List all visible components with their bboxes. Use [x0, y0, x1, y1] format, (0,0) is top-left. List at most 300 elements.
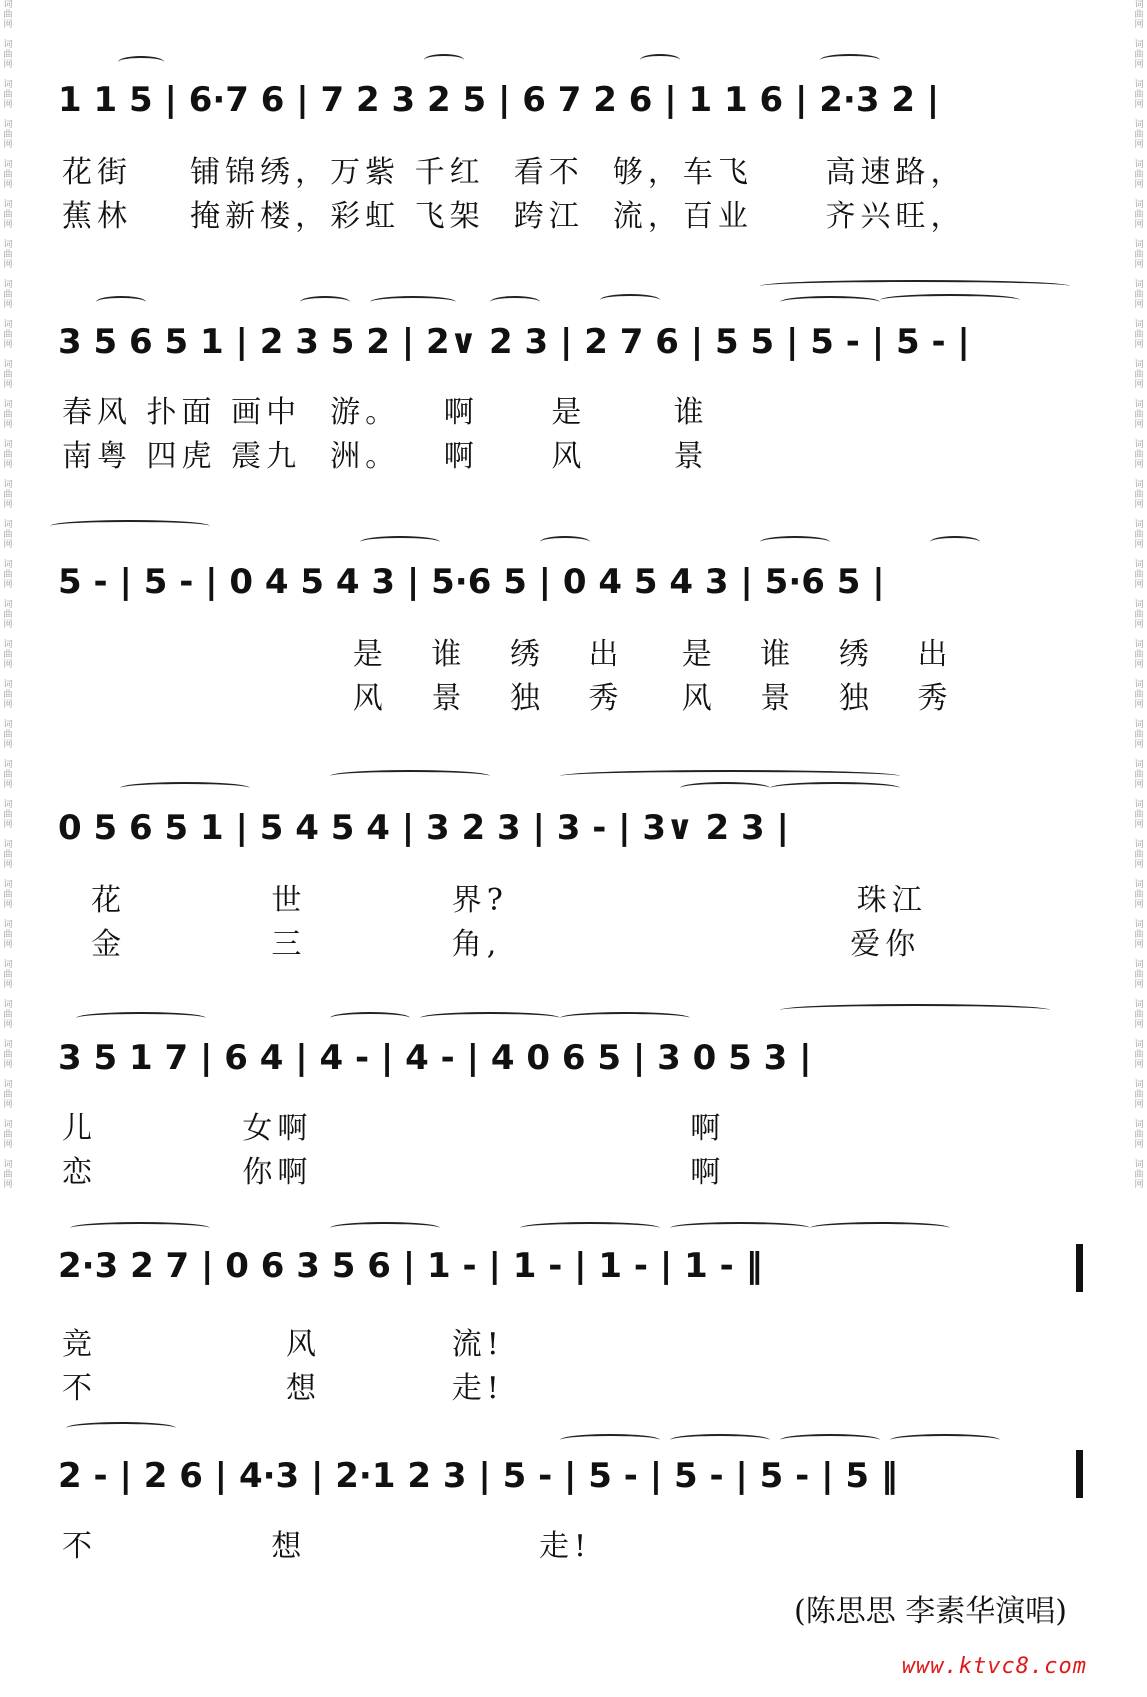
side-watermark-glyphs — [3, 440, 12, 470]
side-watermark-char: 网 — [3, 700, 13, 710]
side-watermark-char: 曲 — [1134, 650, 1144, 660]
side-watermark-char: 曲 — [1134, 50, 1144, 60]
side-watermark-char: 网 — [3, 100, 13, 110]
side-watermark-glyphs — [1134, 880, 1143, 910]
side-watermark-glyphs — [1134, 920, 1143, 950]
slur — [680, 782, 770, 794]
lyric-line-4-verse-1: 花 世 界? 珠江 — [62, 883, 927, 918]
side-watermark-glyphs — [1134, 80, 1143, 110]
side-watermark-glyphs — [3, 40, 12, 70]
side-watermark-char: 网 — [3, 980, 13, 990]
side-watermark-char: 网 — [1134, 380, 1144, 390]
side-watermark-char: 曲 — [3, 1010, 13, 1020]
side-watermark-char: 网 — [1134, 740, 1144, 750]
side-watermark-glyphs — [1134, 120, 1143, 150]
side-watermark-char: 网 — [3, 620, 13, 630]
side-watermark-char: 曲 — [1134, 1170, 1144, 1180]
notation-line-7: 2 - | 2 6 | 4·3 | 2·1 2 3 | 5 - | 5 - | 5 - | 5 - | 5 ‖ — [58, 1456, 898, 1496]
slur — [70, 1222, 210, 1234]
side-watermark-char: 曲 — [1134, 1050, 1144, 1060]
side-watermark-glyphs — [1134, 280, 1143, 310]
side-watermark-glyphs — [3, 1160, 12, 1190]
side-watermark-char: 网 — [3, 140, 13, 150]
side-watermark-char: 网 — [3, 460, 13, 470]
side-watermark-glyphs — [3, 1040, 12, 1070]
slur — [330, 770, 490, 782]
slur — [780, 296, 880, 308]
side-watermark-glyphs — [3, 0, 12, 30]
side-watermark-char: 曲 — [3, 370, 13, 380]
side-watermark-glyphs — [1134, 1120, 1143, 1150]
side-watermark-char: 网 — [1134, 260, 1144, 270]
side-watermark-char: 曲 — [3, 410, 13, 420]
side-watermark-glyphs — [3, 280, 12, 310]
side-watermark-char: 词 — [1134, 840, 1144, 850]
left-watermark-strip — [0, 0, 16, 1697]
side-watermark-char: 曲 — [1134, 690, 1144, 700]
side-watermark-char: 曲 — [1134, 730, 1144, 740]
lyric-line-7-verse-1: 不 想 走! — [62, 1529, 592, 1564]
side-watermark-glyphs — [1134, 400, 1143, 430]
side-watermark-char: 曲 — [3, 10, 13, 20]
side-watermark-glyphs — [1134, 640, 1143, 670]
slur — [424, 54, 464, 66]
side-watermark-glyphs — [1134, 320, 1143, 350]
side-watermark-char: 词 — [3, 1000, 13, 1010]
side-watermark-glyphs — [3, 400, 12, 430]
side-watermark-char: 曲 — [1134, 370, 1144, 380]
side-watermark-glyphs — [3, 920, 12, 950]
side-watermark-char: 曲 — [3, 730, 13, 740]
side-watermark-char: 曲 — [1134, 530, 1144, 540]
side-watermark-char: 词 — [3, 880, 13, 890]
side-watermark-glyphs — [3, 560, 12, 590]
side-watermark-char: 词 — [3, 800, 13, 810]
side-watermark-char: 词 — [3, 240, 13, 250]
slur — [640, 54, 680, 66]
slur — [66, 1422, 176, 1434]
side-watermark-char: 曲 — [3, 90, 13, 100]
side-watermark-char: 词 — [1134, 760, 1144, 770]
side-watermark-glyphs — [3, 360, 12, 390]
side-watermark-glyphs — [1134, 240, 1143, 270]
side-watermark-char: 网 — [1134, 900, 1144, 910]
side-watermark-char: 词 — [1134, 680, 1144, 690]
slur — [330, 1012, 410, 1024]
side-watermark-glyphs — [3, 800, 12, 830]
side-watermark-char: 曲 — [3, 650, 13, 660]
slur — [760, 280, 1070, 292]
side-watermark-char: 曲 — [1134, 130, 1144, 140]
side-watermark-char: 网 — [1134, 420, 1144, 430]
side-watermark-glyphs — [3, 840, 12, 870]
side-watermark-char: 曲 — [3, 1130, 13, 1140]
side-watermark-char: 网 — [3, 500, 13, 510]
side-watermark-glyphs — [3, 320, 12, 350]
notation-line-6: 2·3 2 7 | 0 6 3 5 6 | 1 - | 1 - | 1 - | 1 - ‖ — [58, 1246, 763, 1286]
side-watermark-glyphs — [3, 480, 12, 510]
side-watermark-char: 词 — [3, 840, 13, 850]
side-watermark-glyphs — [1134, 560, 1143, 590]
side-watermark-glyphs — [3, 720, 12, 750]
side-watermark-char: 曲 — [1134, 1010, 1144, 1020]
side-watermark-char: 词 — [1134, 800, 1144, 810]
side-watermark-char: 网 — [1134, 1020, 1144, 1030]
side-watermark-char: 网 — [1134, 1140, 1144, 1150]
side-watermark-char: 网 — [1134, 460, 1144, 470]
side-watermark-char: 曲 — [3, 250, 13, 260]
side-watermark-glyphs — [1134, 0, 1143, 30]
side-watermark-char: 网 — [1134, 1060, 1144, 1070]
side-watermark-char: 词 — [3, 720, 13, 730]
side-watermark-glyphs — [1134, 960, 1143, 990]
side-watermark-char: 网 — [3, 340, 13, 350]
side-watermark-char: 网 — [1134, 20, 1144, 30]
slur — [890, 1434, 1000, 1446]
final-barline — [1076, 1450, 1083, 1498]
side-watermark-char: 曲 — [1134, 170, 1144, 180]
side-watermark-char: 词 — [3, 1040, 13, 1050]
side-watermark-char: 曲 — [1134, 210, 1144, 220]
side-watermark-glyphs — [1134, 440, 1143, 470]
side-watermark-glyphs — [3, 680, 12, 710]
right-watermark-strip — [1131, 0, 1147, 1697]
side-watermark-char: 网 — [3, 1060, 13, 1070]
side-watermark-char: 网 — [3, 1100, 13, 1110]
side-watermark-char: 网 — [1134, 100, 1144, 110]
slur — [96, 296, 146, 308]
side-watermark-char: 词 — [3, 1160, 13, 1170]
side-watermark-char: 曲 — [1134, 810, 1144, 820]
side-watermark-char: 网 — [1134, 820, 1144, 830]
side-watermark-char: 词 — [1134, 40, 1144, 50]
side-watermark-char: 词 — [3, 360, 13, 370]
side-watermark-char: 词 — [3, 760, 13, 770]
side-watermark-glyphs — [1134, 360, 1143, 390]
slur — [780, 1434, 880, 1446]
side-watermark-char: 词 — [3, 520, 13, 530]
side-watermark-glyphs — [3, 880, 12, 910]
slur — [780, 1004, 1050, 1016]
side-watermark-char: 曲 — [3, 930, 13, 940]
side-watermark-char: 词 — [3, 680, 13, 690]
notation-line-1: 1 1 5 | 6·7 6 | 7 2 3 2 5 | 6 7 2 6 | 1 1 6 | 2·3 2 | — [58, 80, 940, 120]
side-watermark-char: 词 — [1134, 1080, 1144, 1090]
side-watermark-char: 曲 — [1134, 330, 1144, 340]
side-watermark-char: 曲 — [3, 170, 13, 180]
side-watermark-glyphs — [3, 760, 12, 790]
side-watermark-char: 曲 — [1134, 90, 1144, 100]
side-watermark-char: 网 — [3, 940, 13, 950]
side-watermark-char: 网 — [3, 540, 13, 550]
side-watermark-char: 词 — [1134, 320, 1144, 330]
slur — [560, 1012, 690, 1024]
notation-line-4: 0 5 6 5 1 | 5 4 5 4 | 3 2 3 | 3 - | 3∨ 2 3 | — [58, 808, 789, 848]
side-watermark-char: 词 — [1134, 1000, 1144, 1010]
side-watermark-char: 网 — [3, 660, 13, 670]
side-watermark-glyphs — [3, 600, 12, 630]
side-watermark-glyphs — [1134, 720, 1143, 750]
side-watermark-char: 网 — [3, 1140, 13, 1150]
side-watermark-char: 词 — [1134, 1120, 1144, 1130]
side-watermark-char: 网 — [1134, 140, 1144, 150]
slur — [300, 296, 350, 308]
side-watermark-glyphs — [3, 960, 12, 990]
side-watermark-char: 曲 — [3, 530, 13, 540]
side-watermark-glyphs — [3, 640, 12, 670]
side-watermark-glyphs — [3, 1120, 12, 1150]
side-watermark-char: 曲 — [1134, 850, 1144, 860]
site-watermark: www.ktvc8.com — [901, 1654, 1087, 1679]
side-watermark-char: 曲 — [1134, 970, 1144, 980]
side-watermark-char: 网 — [3, 260, 13, 270]
slur — [880, 294, 1020, 306]
slur — [560, 770, 900, 782]
side-watermark-char: 曲 — [1134, 490, 1144, 500]
side-watermark-glyphs — [1134, 1040, 1143, 1070]
side-watermark-char: 曲 — [3, 890, 13, 900]
side-watermark-char: 曲 — [3, 290, 13, 300]
side-watermark-char: 词 — [1134, 120, 1144, 130]
side-watermark-char: 词 — [1134, 200, 1144, 210]
slur — [118, 56, 164, 68]
side-watermark-glyphs — [1134, 1080, 1143, 1110]
side-watermark-glyphs — [1134, 680, 1143, 710]
side-watermark-char: 网 — [3, 380, 13, 390]
side-watermark-char: 词 — [1134, 920, 1144, 930]
side-watermark-char: 网 — [3, 1180, 13, 1190]
side-watermark-char: 曲 — [3, 330, 13, 340]
side-watermark-glyphs — [3, 120, 12, 150]
side-watermark-char: 网 — [3, 180, 13, 190]
side-watermark-char: 网 — [1134, 340, 1144, 350]
side-watermark-char: 网 — [3, 580, 13, 590]
side-watermark-char: 曲 — [3, 810, 13, 820]
side-watermark-char: 词 — [1134, 240, 1144, 250]
side-watermark-char: 网 — [3, 300, 13, 310]
slur — [760, 536, 830, 548]
side-watermark-glyphs — [3, 200, 12, 230]
side-watermark-char: 网 — [3, 860, 13, 870]
lyric-line-6-verse-1: 竞 风 流! — [62, 1327, 504, 1362]
side-watermark-char: 词 — [3, 200, 13, 210]
side-watermark-char: 曲 — [3, 1090, 13, 1100]
lyric-line-2-verse-1: 春风 扑面 画中 游。 啊 是 谁 — [62, 395, 709, 430]
side-watermark-char: 网 — [3, 420, 13, 430]
side-watermark-glyphs — [1134, 840, 1143, 870]
slur — [930, 536, 980, 548]
side-watermark-char: 词 — [1134, 560, 1144, 570]
lyric-line-5-verse-1: 儿 女啊 啊 — [62, 1111, 726, 1146]
lyric-line-4-verse-2: 金 三 角, 爱你 — [62, 927, 921, 962]
side-watermark-char: 网 — [3, 820, 13, 830]
side-watermark-char: 网 — [3, 900, 13, 910]
side-watermark-glyphs — [3, 1080, 12, 1110]
side-watermark-char: 曲 — [1134, 930, 1144, 940]
side-watermark-char: 词 — [1134, 360, 1144, 370]
side-watermark-glyphs — [1134, 760, 1143, 790]
side-watermark-char: 词 — [3, 280, 13, 290]
side-watermark-char: 曲 — [3, 490, 13, 500]
side-watermark-char: 网 — [3, 1020, 13, 1030]
side-watermark-char: 网 — [1134, 500, 1144, 510]
slur — [560, 1434, 660, 1446]
side-watermark-glyphs — [3, 160, 12, 190]
side-watermark-char: 网 — [1134, 1180, 1144, 1190]
side-watermark-char: 网 — [3, 20, 13, 30]
side-watermark-char: 曲 — [3, 850, 13, 860]
slur — [670, 1222, 810, 1234]
side-watermark-glyphs — [1134, 40, 1143, 70]
side-watermark-glyphs — [1134, 1000, 1143, 1030]
side-watermark-char: 曲 — [1134, 10, 1144, 20]
side-watermark-char: 网 — [1134, 860, 1144, 870]
side-watermark-char: 词 — [1134, 1160, 1144, 1170]
side-watermark-char: 曲 — [3, 690, 13, 700]
side-watermark-char: 曲 — [1134, 1090, 1144, 1100]
side-watermark-char: 网 — [1134, 660, 1144, 670]
side-watermark-char: 词 — [1134, 440, 1144, 450]
lyric-line-6-verse-2: 不 想 走! — [62, 1371, 504, 1406]
final-barline — [1076, 1244, 1083, 1292]
notation-line-2: 3 5 6 5 1 | 2 3 5 2 | 2∨ 2 3 | 2 7 6 | 5 5 | 5 - | 5 - | — [58, 322, 970, 362]
side-watermark-char: 网 — [1134, 940, 1144, 950]
side-watermark-char: 词 — [1134, 480, 1144, 490]
slur — [810, 1222, 950, 1234]
side-watermark-glyphs — [3, 520, 12, 550]
side-watermark-char: 曲 — [1134, 450, 1144, 460]
performer-credit: (陈思思 李素华演唱) — [794, 1594, 1067, 1629]
side-watermark-char: 词 — [3, 80, 13, 90]
lyric-line-1-verse-2: 蕉林 掩新楼，彩虹 飞架 跨江 流，百业 齐兴旺， — [62, 199, 966, 234]
side-watermark-char: 曲 — [3, 970, 13, 980]
side-watermark-char: 词 — [3, 400, 13, 410]
side-watermark-char: 曲 — [1134, 1130, 1144, 1140]
side-watermark-char: 词 — [3, 40, 13, 50]
side-watermark-char: 词 — [3, 320, 13, 330]
side-watermark-char: 词 — [3, 0, 13, 10]
side-watermark-char: 曲 — [1134, 290, 1144, 300]
slur — [420, 1012, 560, 1024]
side-watermark-char: 曲 — [3, 1170, 13, 1180]
side-watermark-char: 词 — [3, 440, 13, 450]
slur — [490, 296, 540, 308]
side-watermark-glyphs — [1134, 160, 1143, 190]
side-watermark-char: 网 — [1134, 300, 1144, 310]
slur — [600, 294, 660, 306]
side-watermark-char: 词 — [1134, 280, 1144, 290]
side-watermark-glyphs — [1134, 520, 1143, 550]
side-watermark-char: 词 — [1134, 0, 1144, 10]
side-watermark-char: 网 — [3, 740, 13, 750]
side-watermark-char: 词 — [3, 120, 13, 130]
slur — [360, 536, 440, 548]
lyric-line-3-verse-2: 风 景 独 秀 风 景 独 秀 — [62, 681, 953, 716]
side-watermark-char: 词 — [3, 960, 13, 970]
side-watermark-char: 词 — [1134, 880, 1144, 890]
side-watermark-char: 词 — [3, 1120, 13, 1130]
side-watermark-char: 曲 — [1134, 570, 1144, 580]
slur — [520, 1222, 660, 1234]
slur — [120, 782, 250, 794]
notation-line-3: 5 - | 5 - | 0 4 5 4 3 | 5·6 5 | 0 4 5 4 3 | 5·6 5 | — [58, 562, 885, 602]
lyric-line-5-verse-2: 恋 你啊 啊 — [62, 1155, 726, 1190]
side-watermark-char: 曲 — [1134, 890, 1144, 900]
side-watermark-char: 网 — [1134, 1100, 1144, 1110]
side-watermark-char: 网 — [3, 780, 13, 790]
side-watermark-char: 词 — [3, 600, 13, 610]
side-watermark-char: 词 — [1134, 960, 1144, 970]
lyric-line-1-verse-1: 花街 铺锦绣，万紫 千红 看不 够，车飞 高速路， — [62, 155, 966, 190]
side-watermark-char: 网 — [1134, 180, 1144, 190]
side-watermark-glyphs — [1134, 200, 1143, 230]
lyric-line-3-verse-1: 是 谁 绣 出 是 谁 绣 出 — [62, 637, 953, 672]
side-watermark-glyphs — [1134, 600, 1143, 630]
side-watermark-char: 词 — [1134, 160, 1144, 170]
side-watermark-char: 曲 — [1134, 610, 1144, 620]
side-watermark-glyphs — [3, 80, 12, 110]
slur — [330, 1222, 440, 1234]
side-watermark-char: 曲 — [3, 450, 13, 460]
side-watermark-glyphs — [1134, 480, 1143, 510]
slur — [820, 54, 880, 66]
side-watermark-char: 曲 — [3, 1050, 13, 1060]
side-watermark-char: 网 — [1134, 620, 1144, 630]
side-watermark-char: 网 — [1134, 780, 1144, 790]
side-watermark-char: 网 — [1134, 60, 1144, 70]
side-watermark-char: 词 — [3, 560, 13, 570]
side-watermark-char: 词 — [1134, 80, 1144, 90]
side-watermark-char: 网 — [1134, 980, 1144, 990]
side-watermark-glyphs — [1134, 800, 1143, 830]
side-watermark-char: 词 — [1134, 640, 1144, 650]
slur — [370, 296, 456, 308]
slur — [50, 520, 210, 532]
side-watermark-char: 曲 — [3, 130, 13, 140]
side-watermark-char: 网 — [1134, 540, 1144, 550]
slur — [76, 1012, 206, 1024]
side-watermark-glyphs — [3, 1000, 12, 1030]
side-watermark-char: 词 — [1134, 520, 1144, 530]
side-watermark-char: 词 — [3, 640, 13, 650]
side-watermark-char: 词 — [1134, 400, 1144, 410]
side-watermark-char: 网 — [3, 60, 13, 70]
side-watermark-char: 词 — [3, 480, 13, 490]
slur — [770, 782, 900, 794]
side-watermark-char: 曲 — [1134, 770, 1144, 780]
slur — [540, 536, 590, 548]
side-watermark-char: 词 — [3, 920, 13, 930]
side-watermark-char: 曲 — [3, 50, 13, 60]
side-watermark-char: 曲 — [1134, 250, 1144, 260]
lyric-line-2-verse-2: 南粤 四虎 震九 洲。 啊 风 景 — [62, 439, 709, 474]
side-watermark-char: 曲 — [1134, 410, 1144, 420]
side-watermark-char: 词 — [3, 160, 13, 170]
side-watermark-char: 网 — [1134, 220, 1144, 230]
side-watermark-char: 词 — [1134, 1040, 1144, 1050]
side-watermark-char: 曲 — [3, 570, 13, 580]
side-watermark-glyphs — [3, 240, 12, 270]
side-watermark-char: 网 — [3, 220, 13, 230]
side-watermark-char: 网 — [1134, 580, 1144, 590]
side-watermark-char: 网 — [1134, 700, 1144, 710]
side-watermark-glyphs — [1134, 1160, 1143, 1190]
side-watermark-char: 曲 — [3, 610, 13, 620]
side-watermark-char: 曲 — [3, 770, 13, 780]
side-watermark-char: 词 — [1134, 600, 1144, 610]
slur — [670, 1434, 770, 1446]
side-watermark-char: 曲 — [3, 210, 13, 220]
